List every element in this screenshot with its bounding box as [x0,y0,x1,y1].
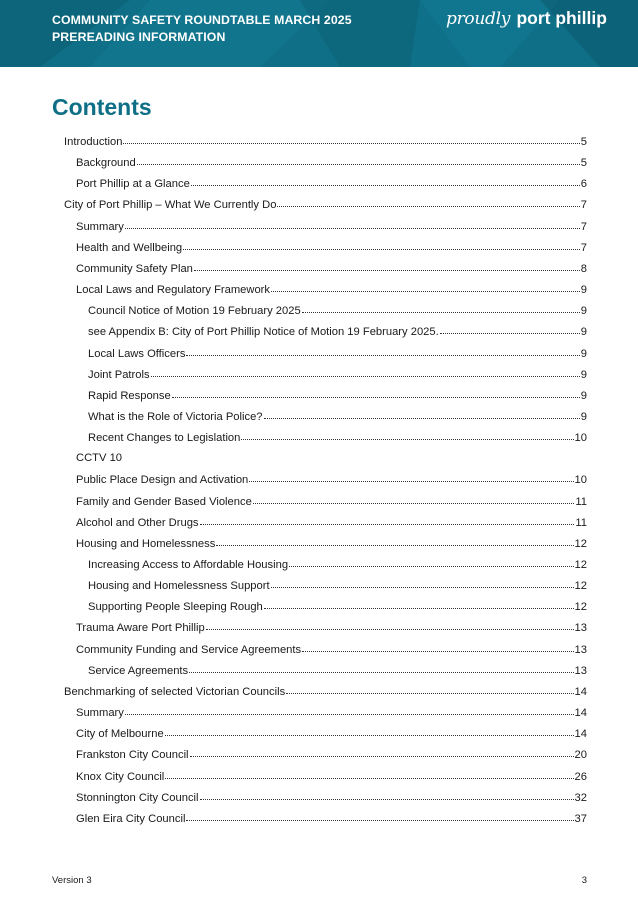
toc-entry-page: 10 [574,432,587,445]
toc-entry-title: What is the Role of Victoria Police? [88,410,263,423]
toc-entry[interactable] [76,811,587,825]
toc-dot-leader [165,768,573,779]
toc-entry-page: 26 [574,770,587,783]
toc-entry[interactable] [76,705,587,719]
toc-entry-page: 13 [574,643,587,656]
footer-version: Version 3 [52,875,92,886]
toc-dot-leader [271,577,574,588]
toc-entry-page: 12 [574,559,587,571]
toc-entry-page: 37 [574,812,587,825]
toc-entry[interactable] [88,303,587,317]
toc-entry-page: 10 [574,474,587,487]
toc-entry-title: Summary [76,707,124,720]
toc-entry[interactable] [88,557,587,571]
toc-entry-title: Housing and Homelessness [76,537,216,550]
toc-entry-title: Port Phillip at a Glance [76,178,190,191]
toc-entry[interactable] [76,240,587,254]
toc-entry-title: Recent Changes to Legislation [88,432,241,445]
toc-entry-page: 9 [580,305,587,318]
toc-dot-leader [206,619,574,630]
toc-entry[interactable] [76,282,587,296]
footer-page-number: 3 [581,875,587,886]
toc-entry[interactable] [76,769,587,783]
toc-entry-title: Health and Wellbeing [76,241,183,254]
toc-entry-page: 12 [574,537,587,550]
toc-entry-page: 32 [574,791,587,804]
toc-dot-leader [286,683,573,694]
toc-dot-leader [123,133,579,144]
toc-dot-leader [289,556,574,567]
toc-entry-title: CCTV 10 [76,452,123,465]
toc-dot-leader [191,175,580,186]
toc-entry-title: Alcohol and Other Drugs [76,516,199,529]
title-line-2: PREREADING INFORMATION [52,30,226,44]
toc-entry[interactable] [76,536,587,550]
toc-dot-leader [302,641,573,652]
toc-entry-title: Background [76,157,136,170]
toc-entry-title: see Appendix B: City of Port Phillip Notice of Motion 19 February 2025. [88,326,439,339]
toc-entry-page: 11 [575,495,587,508]
toc-entry-page: 12 [574,601,587,614]
toc-entry[interactable] [76,451,587,465]
toc-entry-title: Council Notice of Motion 19 February 2025 [88,305,301,318]
toc-dot-leader [194,260,580,271]
toc-entry-title: Increasing Access to Affordable Housing [88,559,289,571]
toc-entry-page: 13 [574,622,587,635]
toc-entry-page: 9 [580,410,587,423]
toc-entry-page: 20 [574,749,587,762]
toc-entry-title: Trauma Aware Port Phillip [76,622,205,635]
toc-entry-page: 9 [580,368,587,381]
toc-dot-leader [241,429,573,440]
toc-entry-page: 7 [580,241,587,254]
toc-entry-title: Benchmarking of selected Victorian Councils [64,685,286,698]
toc-entry-title: Glen Eira City Council [76,812,186,825]
toc-entry-page: 7 [580,220,587,233]
toc-entry-page: 9 [580,347,587,360]
toc-dot-leader [253,493,575,504]
toc-dot-leader [200,789,574,800]
toc-dot-leader [264,408,580,419]
toc-dot-leader [172,387,580,398]
toc-dot-leader [137,154,580,165]
toc-dot-leader [151,366,580,377]
toc-entry[interactable] [76,747,587,761]
toc-entry-page: 5 [580,136,587,148]
toc-entry[interactable] [88,388,587,402]
toc-entry-page: 9 [580,389,587,402]
toc-entry-title: City of Port Phillip – What We Currently Do [64,199,277,212]
toc-entry[interactable] [76,176,587,190]
toc-entry-title: Family and Gender Based Violence [76,495,252,508]
toc-entry-title: Summary [76,220,124,233]
toc-entry-page: 12 [574,580,587,593]
toc-entry[interactable] [88,346,587,360]
toc-dot-leader [190,746,574,757]
toc-dot-leader [200,514,575,525]
toc-dot-leader [189,662,573,673]
toc-dot-leader [216,535,573,546]
toc-entry-title: Local Laws Officers [88,347,186,360]
toc-entry[interactable] [88,599,587,613]
toc-entry[interactable] [76,472,587,486]
toc-entry-title: Stonnington City Council [76,791,199,804]
toc-dot-leader [277,196,579,207]
toc-dot-leader [125,704,574,715]
toc-entry-page: 8 [580,262,587,275]
toc-entry[interactable] [76,155,587,169]
toc-dot-leader [186,810,573,821]
toc-entry-title: Joint Patrols [88,368,150,381]
toc-entry[interactable] [88,409,587,423]
toc-dot-leader [183,239,580,250]
toc-entry-title: Local Laws and Regulatory Framework [76,284,271,297]
toc-entry-title: Frankston City Council [76,749,189,762]
logo-script-text: proudly [446,9,511,29]
toc-entry-title: City of Melbourne [76,728,164,741]
contents-heading: Contents [52,94,152,120]
toc-entry[interactable] [76,261,587,275]
toc-entry-page: 7 [580,199,587,212]
toc-entry[interactable] [76,219,587,233]
toc-entry[interactable] [88,430,587,444]
toc-entry[interactable] [64,684,587,698]
toc-dot-leader [440,323,580,334]
toc-dot-leader [271,281,580,292]
toc-entry[interactable] [88,578,587,592]
toc-entry-page: 14 [574,728,587,741]
toc-entry-page: 5 [580,157,587,170]
toc-entry[interactable] [76,620,587,634]
toc-dot-leader [186,345,579,356]
toc-entry[interactable] [88,663,587,677]
toc-entry[interactable] [88,324,587,338]
toc-entry-page: 11 [575,516,587,529]
toc-entry-page: 14 [574,685,587,698]
toc-entry-page: 6 [580,178,587,191]
toc-entry-title: Community Funding and Service Agreements [76,643,302,656]
toc-entry-page: 9 [580,284,587,297]
toc-entry[interactable] [76,494,587,508]
toc-entry-title: Supporting People Sleeping Rough [88,601,263,614]
toc-entry[interactable] [76,515,587,529]
toc-entry[interactable] [88,367,587,381]
toc-entry[interactable] [76,642,587,656]
logo-bold-text: port phillip [516,8,607,28]
toc-entry[interactable] [64,134,587,148]
toc-entry[interactable] [64,197,587,211]
toc-dot-leader [249,471,573,482]
toc-dot-leader [264,598,574,609]
toc-entry-title: Community Safety Plan [76,262,193,275]
toc-entry-title: Service Agreements [88,664,189,677]
toc-entry-title: Public Place Design and Activation [76,474,249,487]
toc-entry-title: Rapid Response [88,389,171,402]
toc-entry-title: Introduction [64,136,123,148]
toc-entry-title: Housing and Homelessness Support [88,580,270,593]
toc-entry-page: 14 [574,707,587,720]
toc-entry-title: Knox City Council [76,770,165,783]
toc-entry[interactable] [76,726,587,740]
toc-entry[interactable] [76,790,587,804]
toc-entry-page: 9 [580,326,587,339]
title-line-1: COMMUNITY SAFETY ROUNDTABLE MARCH 2025 [52,13,352,27]
toc-dot-leader [165,725,574,736]
toc-entry-page: 13 [574,664,587,677]
toc-dot-leader [302,302,580,313]
toc-dot-leader [125,218,580,229]
